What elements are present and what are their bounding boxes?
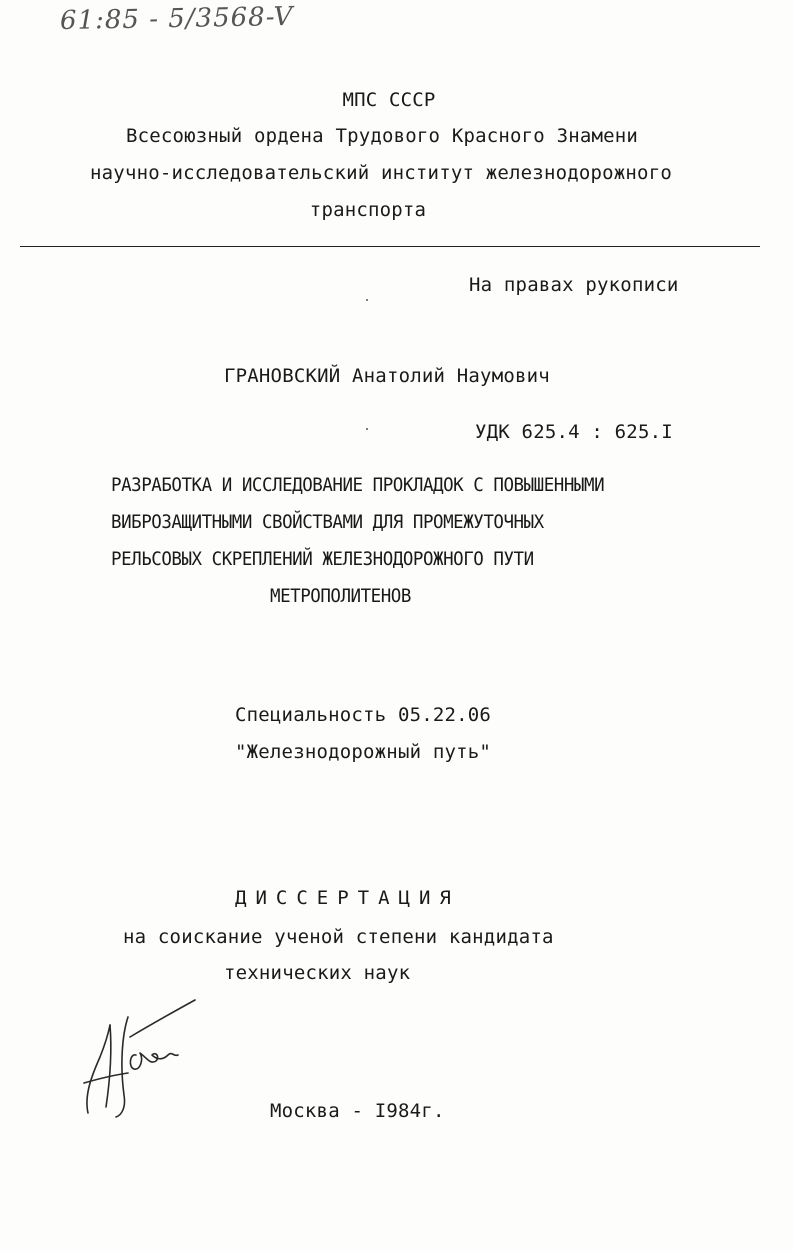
stray-mark (366, 299, 368, 301)
degree-line-1: на соискание ученой степени кандидата (123, 926, 554, 948)
udk-code: УДК 625.4 : 625.I (475, 421, 673, 443)
institute-line-2: научно-исследовательский институт железнодорожного (90, 162, 672, 184)
degree-line-2: технических наук (224, 962, 411, 984)
archive-mark: 61:85 - 5/3568-V (59, 1, 294, 37)
manuscript-rights: На правах рукописи (469, 274, 679, 296)
specialty-name: "Железнодорожный путь" (235, 741, 492, 763)
place-and-year: Москва - I984г. (270, 1100, 445, 1122)
thesis-title-line-1: РАЗРАБОТКА И ИССЛЕДОВАНИЕ ПРОКЛАДОК С ПОВЫШЕННЫМИ (111, 474, 605, 496)
institute-line-3: транспорта (309, 199, 427, 221)
thesis-title-line-3: РЕЛЬСОВЫХ СКРЕПЛЕНИЙ ЖЕЛЕЗНОДОРОЖНОГО ПУТИ (111, 548, 534, 570)
author-signature-icon (70, 995, 210, 1125)
ministry-name: МПС СССР (342, 89, 436, 111)
stray-mark (366, 428, 368, 430)
thesis-title-line-4: МЕТРОПОЛИТЕНОВ (270, 585, 411, 607)
specialty-code: Специальность 05.22.06 (235, 704, 492, 726)
dissertation-heading: ДИССЕРТАЦИЯ (235, 887, 460, 909)
institute-line-1: Всесоюзный ордена Трудового Красного Знамени (125, 125, 639, 147)
author-name: ГРАНОВСКИЙ Анатолий Наумович (224, 365, 550, 387)
header-divider (20, 246, 760, 247)
thesis-title-line-2: ВИБРОЗАЩИТНЫМИ СВОЙСТВАМИ ДЛЯ ПРОМЕЖУТОЧНЫХ (111, 511, 544, 533)
